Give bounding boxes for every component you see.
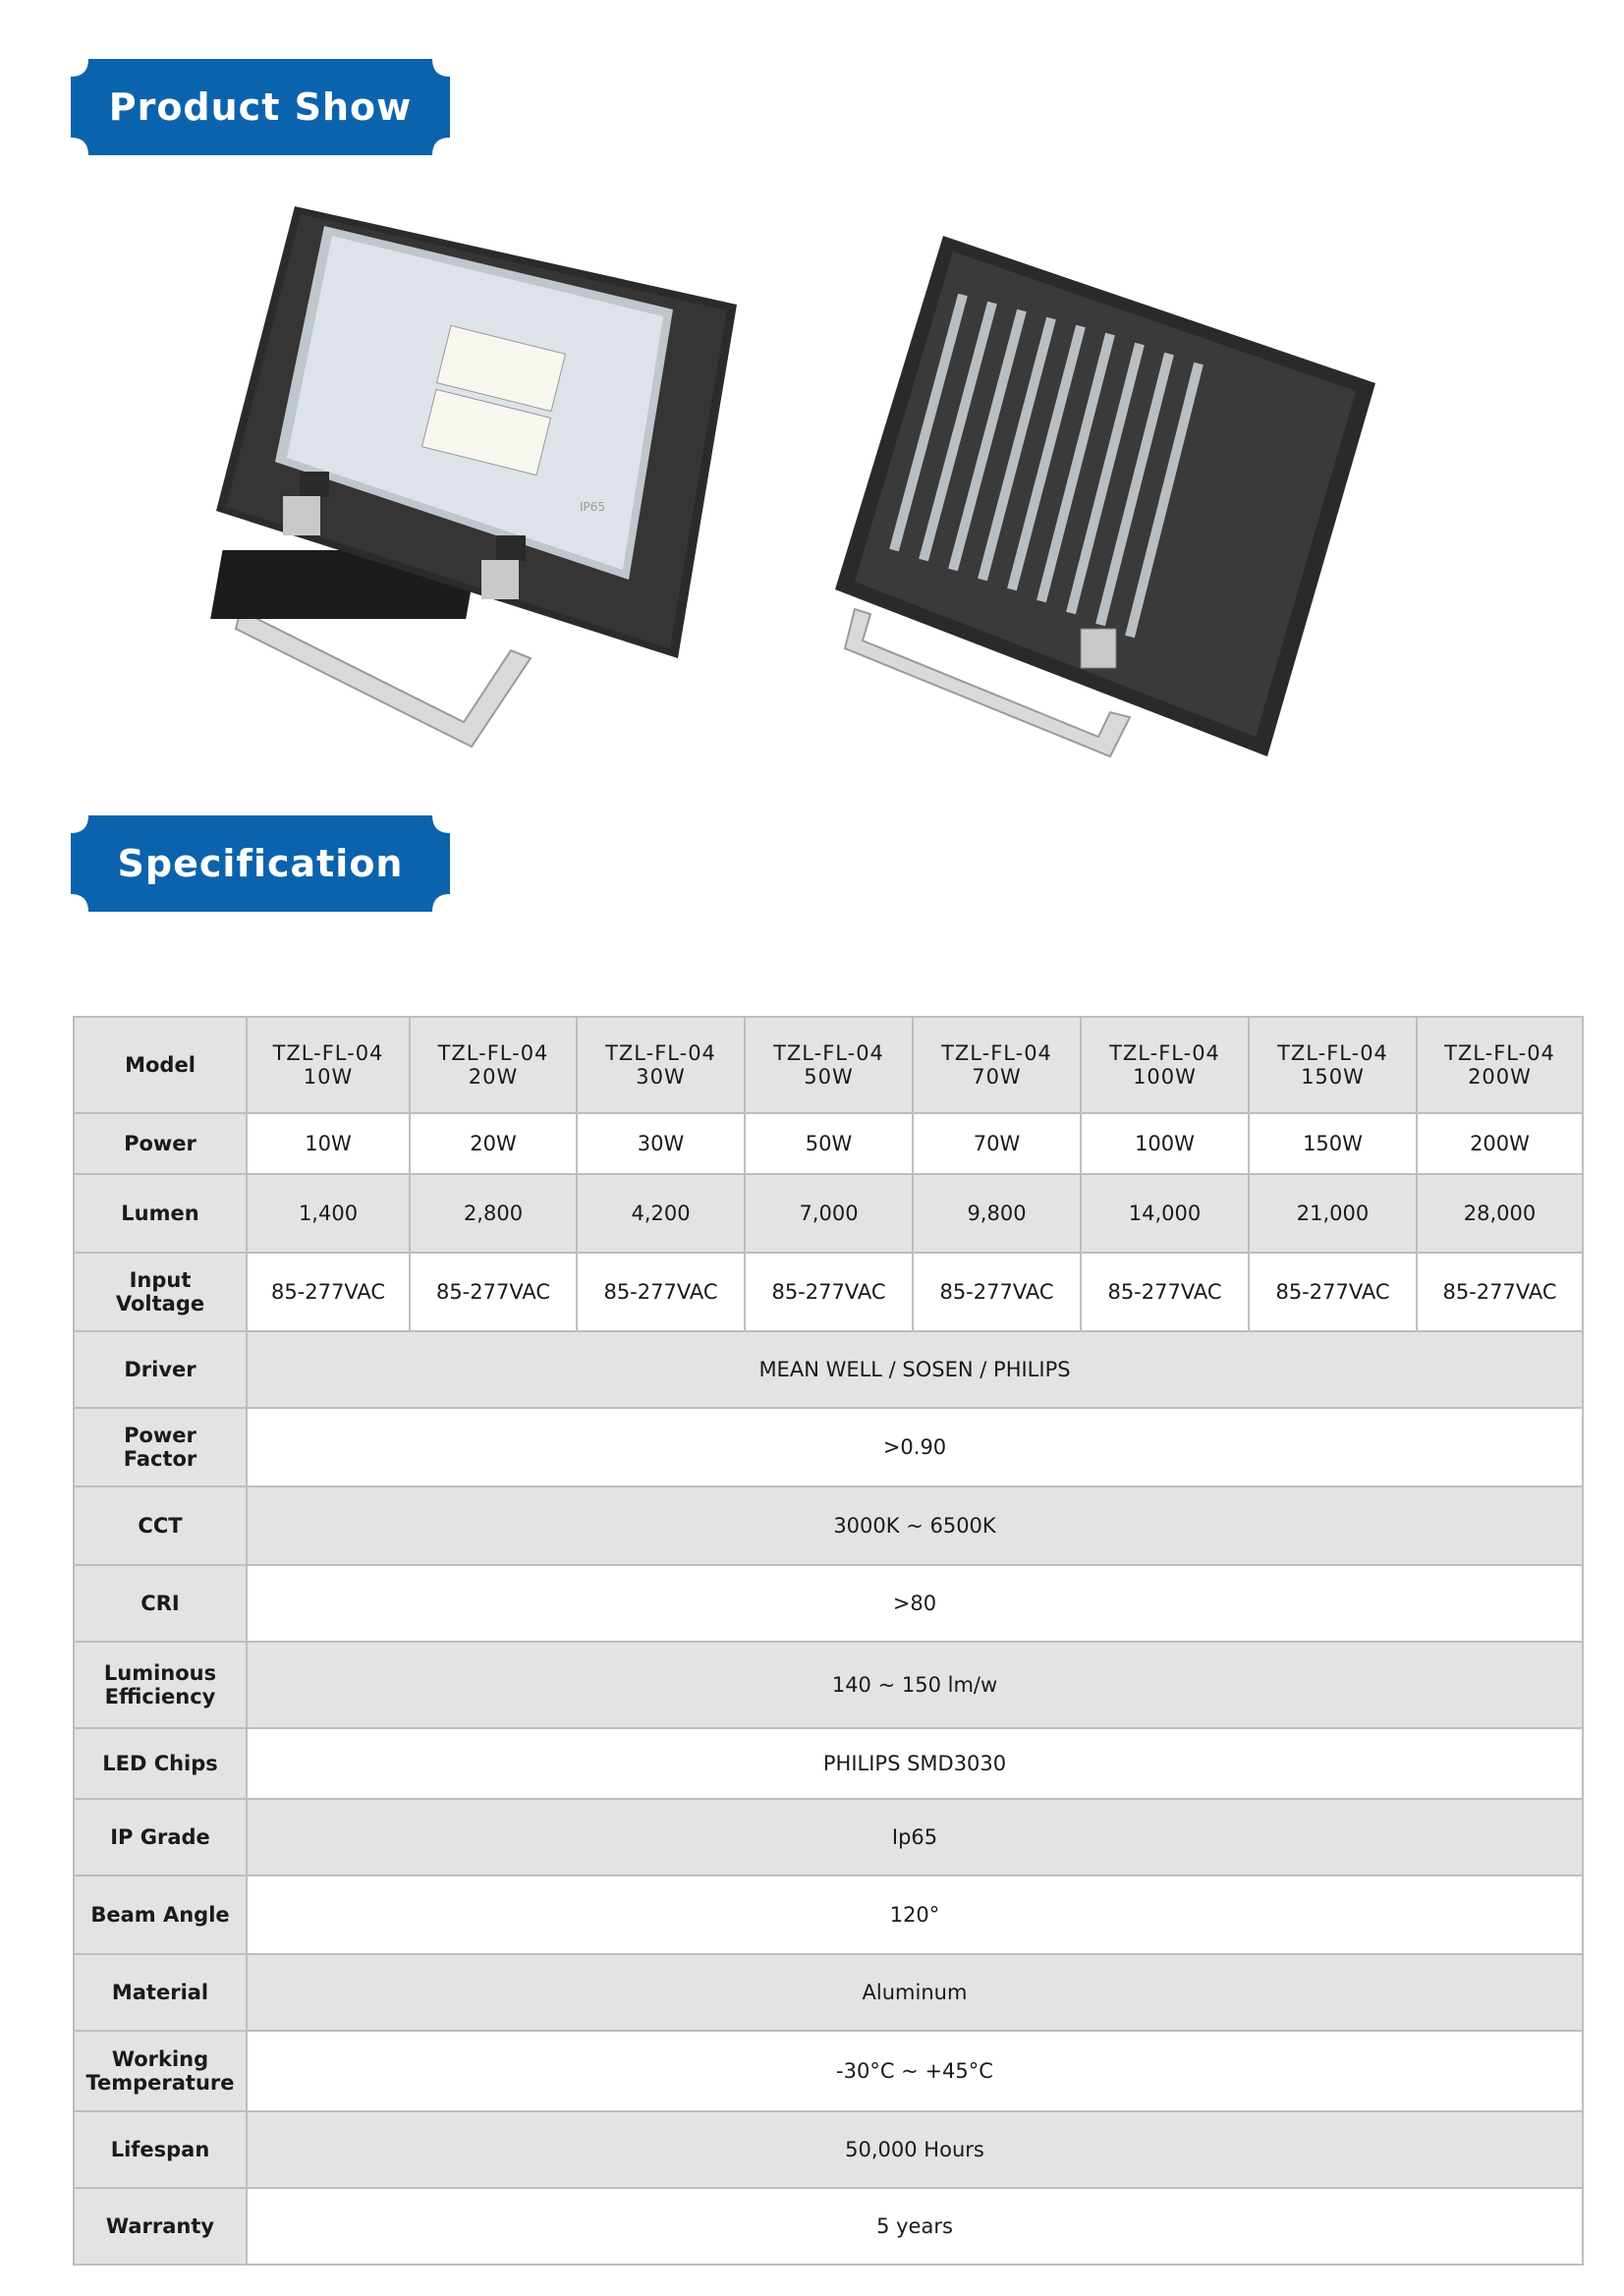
input-voltage-cell: 85-277VAC bbox=[1249, 1253, 1417, 1331]
model-cell: TZL-FL-04 70W bbox=[913, 1017, 1081, 1113]
section-title-product-show: Product Show bbox=[108, 85, 413, 129]
row-led-chips bbox=[74, 1728, 1583, 1799]
led-chips-value: PHILIPS SMD3030 bbox=[247, 1728, 1583, 1799]
label-lumen: Lumen bbox=[74, 1174, 247, 1253]
lifespan-value: 50,000 Hours bbox=[247, 2111, 1583, 2188]
row-luminous-efficiency bbox=[74, 1642, 1583, 1728]
label-driver: Driver bbox=[74, 1331, 247, 1408]
row-warranty bbox=[74, 2188, 1583, 2265]
label-lifespan: Lifespan bbox=[74, 2111, 247, 2188]
label-luminous-efficiency: Luminous Efficiency bbox=[74, 1642, 247, 1728]
row-working-temperature bbox=[74, 2031, 1583, 2111]
label-material: Material bbox=[74, 1954, 247, 2031]
row-lumen bbox=[74, 1174, 1583, 1253]
label-power-factor: Power Factor bbox=[74, 1408, 247, 1486]
material-value: Aluminum bbox=[247, 1954, 1583, 2031]
product-image-back bbox=[835, 236, 1375, 776]
label-warranty: Warranty bbox=[74, 2188, 247, 2265]
power-cell: 200W bbox=[1417, 1113, 1583, 1174]
label-led-chips: LED Chips bbox=[74, 1728, 247, 1799]
power-cell: 70W bbox=[913, 1113, 1081, 1174]
input-voltage-cell: 85-277VAC bbox=[913, 1253, 1081, 1331]
lumen-cell: 7,000 bbox=[745, 1174, 913, 1253]
lumen-cell: 9,800 bbox=[913, 1174, 1081, 1253]
label-power: Power bbox=[74, 1113, 247, 1174]
input-voltage-cell: 85-277VAC bbox=[1417, 1253, 1583, 1331]
cct-value: 3000K ~ 6500K bbox=[247, 1486, 1583, 1565]
label-cri: CRI bbox=[74, 1565, 247, 1642]
input-voltage-cell: 85-277VAC bbox=[577, 1253, 745, 1331]
model-cell: TZL-FL-04 200W bbox=[1417, 1017, 1583, 1113]
label-cct: CCT bbox=[74, 1486, 247, 1565]
input-voltage-cell: 85-277VAC bbox=[745, 1253, 913, 1331]
input-voltage-cell: 85-277VAC bbox=[410, 1253, 577, 1331]
row-power-factor bbox=[74, 1408, 1583, 1486]
label-working-temperature: Working Temperature bbox=[74, 2031, 247, 2111]
row-material bbox=[74, 1954, 1583, 2031]
luminous-efficiency-value: 140 ~ 150 lm/w bbox=[247, 1642, 1583, 1728]
model-cell: TZL-FL-04 30W bbox=[577, 1017, 745, 1113]
label-input-voltage: Input Voltage bbox=[74, 1253, 247, 1331]
section-banner-specification bbox=[71, 815, 450, 912]
input-voltage-cell: 85-277VAC bbox=[247, 1253, 410, 1331]
lumen-cell: 1,400 bbox=[247, 1174, 410, 1253]
label-model: Model bbox=[74, 1017, 247, 1113]
row-power bbox=[74, 1113, 1583, 1174]
row-model bbox=[74, 1017, 1583, 1113]
beam-angle-value: 120° bbox=[247, 1876, 1583, 1954]
product-image-front bbox=[206, 196, 737, 766]
lumen-cell: 28,000 bbox=[1417, 1174, 1583, 1253]
model-cell: TZL-FL-04 50W bbox=[745, 1017, 913, 1113]
power-cell: 150W bbox=[1249, 1113, 1417, 1174]
model-cell: TZL-FL-04 150W bbox=[1249, 1017, 1417, 1113]
model-cell: TZL-FL-04 20W bbox=[410, 1017, 577, 1113]
row-ip-grade bbox=[74, 1799, 1583, 1876]
power-cell: 50W bbox=[745, 1113, 913, 1174]
lumen-cell: 4,200 bbox=[577, 1174, 745, 1253]
lumen-cell: 21,000 bbox=[1249, 1174, 1417, 1253]
power-cell: 10W bbox=[247, 1113, 410, 1174]
power-cell: 30W bbox=[577, 1113, 745, 1174]
row-lifespan bbox=[74, 2111, 1583, 2188]
label-beam-angle: Beam Angle bbox=[74, 1876, 247, 1954]
driver-value: MEAN WELL / SOSEN / PHILIPS bbox=[247, 1331, 1583, 1408]
label-ip-grade: IP Grade bbox=[74, 1799, 247, 1876]
row-input-voltage bbox=[74, 1253, 1583, 1331]
lumen-cell: 14,000 bbox=[1081, 1174, 1249, 1253]
model-cell: TZL-FL-04 100W bbox=[1081, 1017, 1249, 1113]
section-title-specification: Specification bbox=[117, 842, 404, 885]
power-factor-value: >0.90 bbox=[247, 1408, 1583, 1486]
lumen-cell: 2,800 bbox=[410, 1174, 577, 1253]
warranty-value: 5 years bbox=[247, 2188, 1583, 2265]
input-voltage-cell: 85-277VAC bbox=[1081, 1253, 1249, 1331]
power-cell: 20W bbox=[410, 1113, 577, 1174]
ip-grade-value: Ip65 bbox=[247, 1799, 1583, 1876]
row-driver bbox=[74, 1331, 1583, 1408]
specification-table bbox=[73, 1016, 1584, 2266]
section-banner-product-show bbox=[71, 59, 450, 155]
row-beam-angle bbox=[74, 1876, 1583, 1954]
ip65-mark: IP65 bbox=[580, 500, 606, 514]
row-cct bbox=[74, 1486, 1583, 1565]
model-cell: TZL-FL-04 10W bbox=[247, 1017, 410, 1113]
power-cell: 100W bbox=[1081, 1113, 1249, 1174]
cri-value: >80 bbox=[247, 1565, 1583, 1642]
working-temperature-value: -30°C ~ +45°C bbox=[247, 2031, 1583, 2111]
row-cri bbox=[74, 1565, 1583, 1642]
